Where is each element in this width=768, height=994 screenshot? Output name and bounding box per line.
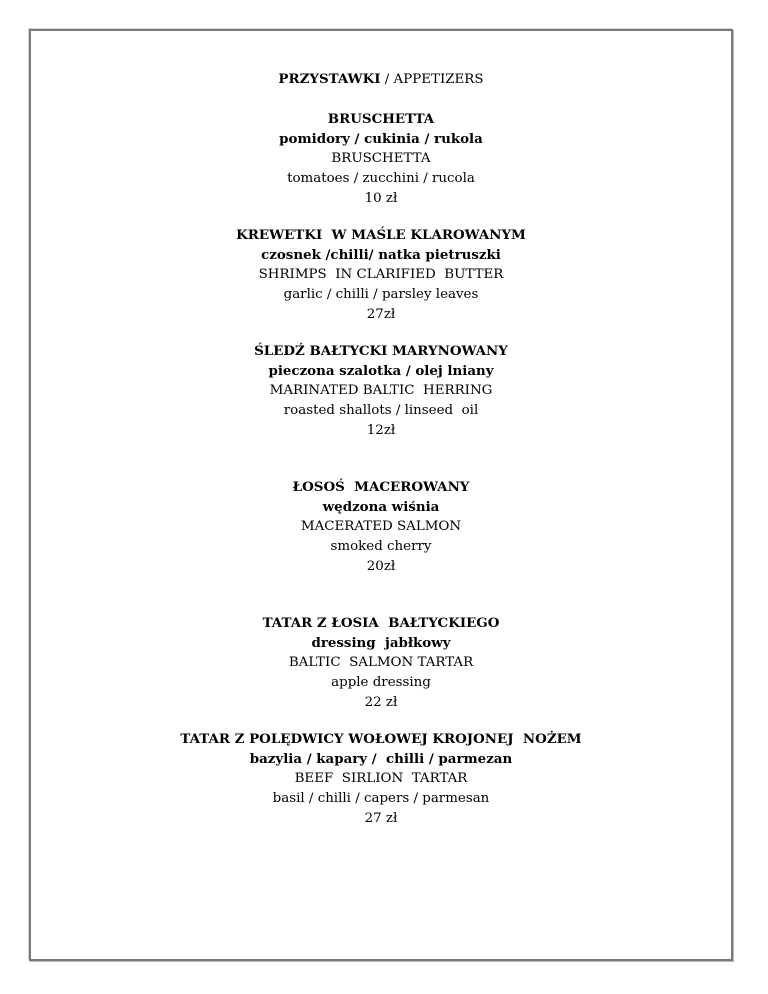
dish-name-en: MARINATED BALTIC HERRING [269, 383, 493, 398]
dish-name-en: MACERATED SALMON [300, 519, 462, 534]
dish-description-pl: wędzona wiśnia [322, 499, 440, 515]
dish-price: 10 zł [364, 191, 398, 206]
dish-name-en: BRUSCHETTA [331, 151, 431, 166]
dish-description-en: garlic / chilli / parsley leaves [283, 287, 479, 302]
dish-name-en: SHRIMPS IN CLARIFIED BUTTER [258, 267, 504, 282]
dish-name-pl: ŚLEDŹ BAŁTYCKI MARYNOWANY [254, 343, 508, 359]
dish-description-en: apple dressing [331, 675, 431, 690]
dish-price: 27zł [366, 307, 396, 322]
menu-page [29, 29, 733, 961]
menu-content [31, 69, 731, 829]
dish-price: 20zł [366, 559, 396, 574]
dish-name-pl: ŁOSOŚ MACEROWANY [292, 479, 470, 495]
dish-description-en: basil / chilli / capers / parmesan [272, 791, 490, 806]
dish-bruschetta [31, 109, 731, 209]
dish-beef-tartar [31, 729, 731, 829]
dish-herring [31, 341, 731, 441]
dish-price: 22 zł [364, 695, 398, 710]
dish-description-pl: pieczona szalotka / olej lniany [268, 363, 494, 379]
dish-description-en: roasted shallots / linseed oil [283, 403, 479, 418]
dish-name-en: BEEF SIRLION TARTAR [294, 771, 468, 786]
dish-name-pl: KREWETKI W MAŚLE KLAROWANYM [236, 227, 526, 243]
dish-description-pl: dressing jabłkowy [311, 635, 451, 651]
dish-name-pl: TATAR Z POLĘDWICY WOŁOWEJ KROJONEJ NOŻEM [180, 731, 582, 747]
dish-description-pl: bazylia / kapary / chilli / parmezan [249, 751, 513, 767]
dish-price: 12zł [366, 423, 396, 438]
section-title-pl: PRZYSTAWKI [278, 71, 381, 87]
section-title-en: APPETIZERS [393, 72, 484, 87]
dish-description-pl: pomidory / cukinia / rukola [279, 131, 483, 147]
dish-name-en: BALTIC SALMON TARTAR [288, 655, 474, 670]
dish-name-pl: TATAR Z ŁOSIA BAŁTYCKIEGO [262, 615, 500, 631]
dish-salmon [31, 477, 731, 577]
dish-description-en: smoked cherry [330, 539, 432, 554]
dish-description-pl: czosnek /chilli/ natka pietruszki [261, 247, 501, 263]
section-title [31, 69, 731, 89]
section-title-separator: / [380, 72, 394, 87]
dish-salmon-tartar [31, 613, 731, 713]
dish-shrimps [31, 225, 731, 325]
dish-price: 27 zł [364, 811, 398, 826]
dish-name-pl: BRUSCHETTA [327, 111, 435, 127]
dish-description-en: tomatoes / zucchini / rucola [287, 171, 475, 186]
